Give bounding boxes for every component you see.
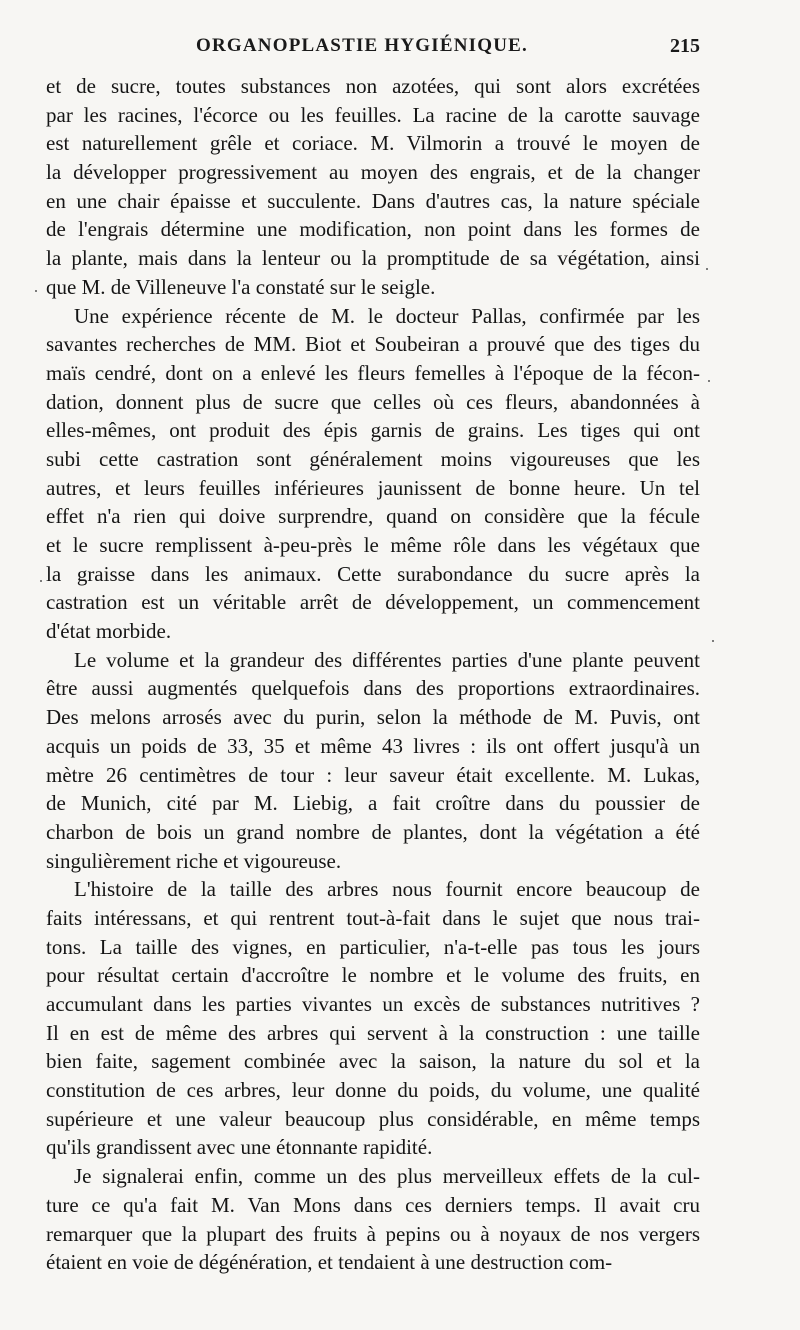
print-speck — [40, 580, 42, 582]
text-line: pour résultat certain d'accroître le nombre et le volume des fruits, en — [46, 963, 700, 988]
text-line: Il en est de même des arbres qui servent à la construction : une taille — [46, 1020, 700, 1045]
text-line: constitution de ces arbres, leur donne du poids, du volume, une qualité — [46, 1078, 700, 1103]
text-line: et le sucre remplissent à-peu-près le même rôle dans les végétaux que — [46, 533, 700, 557]
text-line: de l'engrais détermine une modification, non point dans les formes de — [46, 217, 700, 242]
text-line: subi cette castration sont généralement moins vigoureuses que les — [46, 446, 700, 471]
page-header — [46, 35, 700, 65]
text-line: acquis un poids de 33, 35 et même 43 livres : ils ont offert jusqu'à un — [46, 733, 700, 758]
paragraph — [46, 875, 700, 1162]
running-title: ORGANOPLASTIE HYGIÉNIQUE. — [196, 35, 528, 56]
text-line: par les racines, l'écorce ou les feuilles. La racine de la carotte sauvage — [46, 102, 700, 127]
text-line: être aussi augmentés quelquefois dans des proportions extraordinaires. — [46, 676, 700, 701]
text-line: effet n'a rien qui doive surprendre, quand on considère que la fécule — [46, 504, 700, 529]
text-line: L'histoire de la taille des arbres nous fournit encore beaucoup de — [74, 877, 700, 902]
print-speck — [708, 380, 710, 382]
text-line: Je signalerai enfin, comme un des plus merveilleux effets de la cul- — [74, 1164, 700, 1189]
text-line: faits intéressans, et qui rentrent tout-à-fait dans le sujet que nous trai- — [46, 905, 700, 930]
text-line: est naturellement grêle et coriace. M. Vilmorin a trouvé le moyen de — [46, 131, 700, 156]
text-line: Le volume et la grandeur des différentes parties d'une plante peuvent — [74, 647, 700, 672]
text-line: la développer progressivement au moyen des engrais, et de la changer — [46, 160, 700, 185]
paragraph — [46, 72, 700, 302]
text-line: Une expérience récente de M. le docteur Pallas, confirmée par les — [74, 303, 700, 328]
text-line: savantes recherches de MM. Biot et Soubeiran a prouvé que des tiges du — [46, 332, 700, 357]
paragraph — [46, 646, 700, 876]
text-line: en une chair épaisse et succulente. Dans d'autres cas, la nature spéciale — [46, 188, 700, 213]
text-line: singulièrement riche et vigoureuse. — [46, 848, 342, 873]
text-line: castration est un véritable arrêt de développement, un commencement — [46, 590, 700, 615]
text-line: maïs cendré, dont on a enlevé les fleurs femelles à l'époque de la fécon- — [46, 360, 700, 385]
print-speck — [706, 268, 708, 270]
text-line: qu'ils grandissent avec une étonnante rapidité. — [46, 1135, 433, 1160]
text-line: de Munich, cité par M. Liebig, a fait croître dans du poussier de — [46, 791, 700, 816]
text-line: Des melons arrosés avec du purin, selon la méthode de M. Puvis, ont — [46, 705, 700, 730]
text-line: et de sucre, toutes substances non azotées, qui sont alors excrétées — [46, 74, 700, 98]
text-line: la plante, mais dans la lenteur ou la promptitude de sa végétation, ainsi — [46, 246, 700, 271]
text-line: ture ce qu'a fait M. Van Mons dans ces derniers temps. Il avait cru — [46, 1192, 700, 1217]
text-line: supérieure et une valeur beaucoup plus considérable, en même temps — [46, 1106, 700, 1131]
text-line: étaient en voie de dégénération, et tendaient à une destruction com- — [46, 1250, 613, 1275]
body-text — [46, 72, 700, 1277]
text-line: mètre 26 centimètres de tour : leur saveur était excellente. M. Lukas, — [46, 762, 700, 787]
text-line: charbon de bois un grand nombre de plantes, dont la végétation a été — [46, 819, 700, 844]
paragraph — [46, 302, 700, 646]
text-line: autres, et leurs feuilles inférieures jaunissent de bonne heure. Un tel — [46, 475, 700, 500]
page-number: 215 — [670, 35, 700, 57]
text-line: dation, donnent plus de sucre que celles où ces fleurs, abandonnées à — [46, 389, 700, 414]
paragraph — [46, 1162, 700, 1277]
text-line: remarquer que la plupart des fruits à pepins ou à noyaux de nos vergers — [46, 1221, 700, 1246]
text-line: elles-mêmes, ont produit des épis garnis de grains. Les tiges qui ont — [46, 418, 700, 443]
text-line: que M. de Villeneuve l'a constaté sur le seigle. — [46, 274, 436, 299]
text-line: la graisse dans les animaux. Cette surabondance du sucre après la — [46, 561, 700, 586]
print-speck — [35, 290, 37, 292]
text-line: d'état morbide. — [46, 619, 172, 644]
text-line: tons. La taille des vignes, en particulier, n'a-t-elle pas tous les jours — [46, 934, 700, 959]
text-line: accumulant dans les parties vivantes un excès de substances nutritives ? — [46, 992, 700, 1016]
print-speck — [712, 640, 714, 642]
text-line: bien faite, sagement combinée avec la saison, la nature du sol et la — [46, 1049, 700, 1074]
